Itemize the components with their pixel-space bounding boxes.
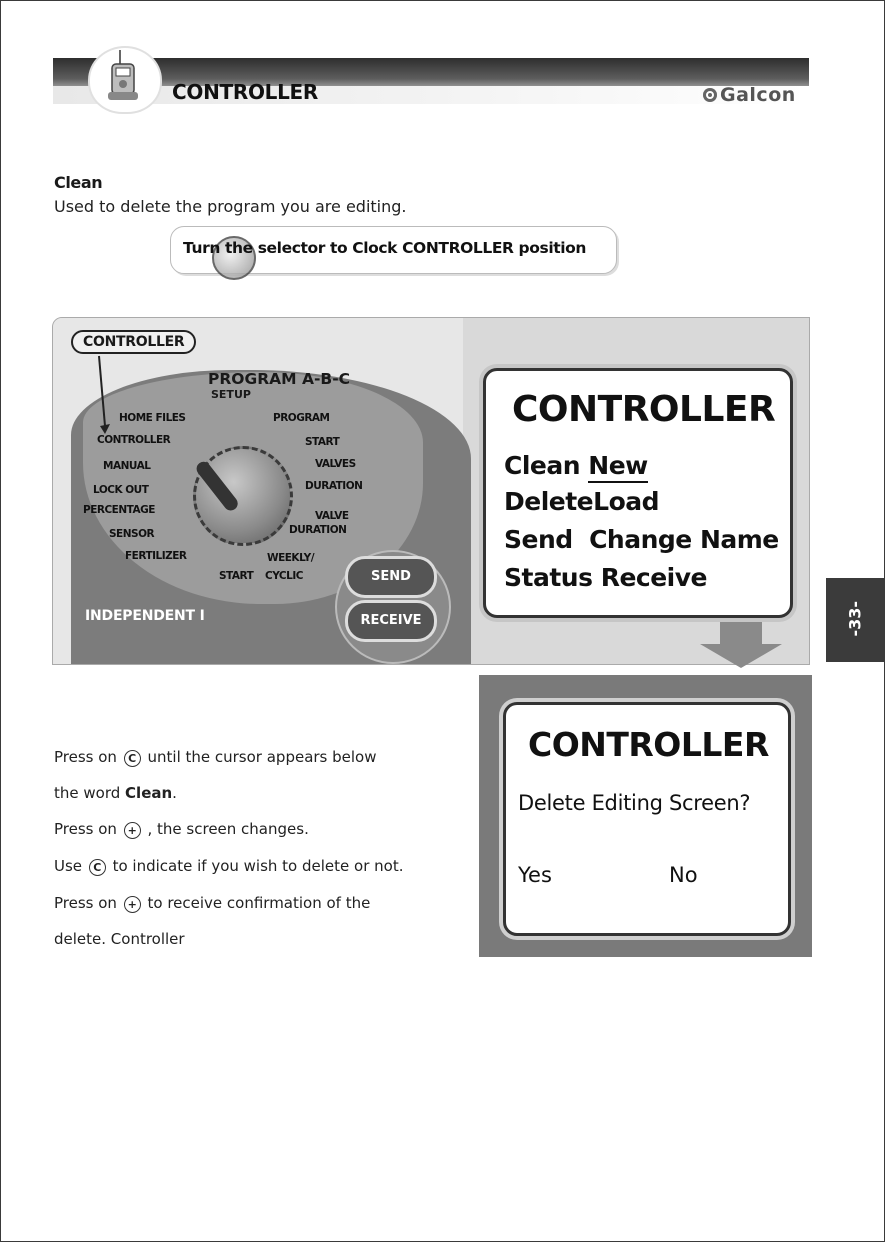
dial-label-valve: VALVE (315, 510, 349, 522)
dial-label-duration: DURATION (305, 480, 363, 492)
controller-device-icon (90, 48, 160, 112)
confirm-title: CONTROLLER (528, 725, 769, 764)
send-button[interactable]: SEND (345, 556, 437, 598)
cursor-key-icon: C (124, 750, 141, 767)
page-title: CONTROLLER (172, 80, 319, 104)
dial-label-start: START (305, 436, 340, 448)
receive-button[interactable]: RECEIVE (345, 600, 437, 642)
lcd-screen (483, 368, 793, 618)
program-selector-dial[interactable] (193, 446, 293, 546)
callout-arrow-icon (83, 354, 123, 434)
lcd-row-delete: DeleteLoad (504, 487, 660, 516)
controller-callout: CONTROLLER (71, 330, 196, 354)
confirm-yes: Yes (518, 863, 552, 887)
dial-label-valves: VALVES (315, 458, 356, 470)
page-number: -33- (845, 600, 865, 637)
step-line-2: the word Clean. (54, 784, 177, 802)
dial-label-sensor: SENSOR (109, 528, 155, 540)
down-arrow-head (700, 644, 782, 668)
dial-label-program: PROGRAM (273, 412, 330, 424)
dial-label-start-bottom: START (219, 570, 254, 582)
section-heading: Clean (54, 173, 103, 192)
lcd-row-clean: Clean New (504, 451, 648, 480)
instruction-text: Turn the selector to Clock CONTROLLER position (183, 239, 587, 257)
dial-label-percentage: PERCENTAGE (83, 504, 155, 516)
step-line-3: Press on + , the screen changes. (54, 820, 309, 838)
dial-label-fertilizer: FERTILIZER (125, 550, 187, 562)
section-description: Used to delete the program you are editing. (54, 197, 407, 216)
dial-label-weekly: WEEKLY/ (267, 552, 315, 564)
step-line-6: delete. Controller (54, 930, 185, 948)
setup-label: SETUP (211, 388, 251, 401)
dial-label-home-files: HOME FILES (119, 412, 186, 424)
step-line-5: Press on + to receive confirmation of the (54, 894, 371, 912)
step-line-4: Use C to indicate if you wish to delete or not. (54, 857, 404, 875)
mode-label: INDEPENDENT I (85, 608, 205, 624)
lcd-row-send: Send Change Name (504, 525, 779, 554)
plus-key-icon: + (124, 822, 141, 839)
program-label: PROGRAM A-B-C (208, 370, 350, 388)
dial-label-cyclic: CYCLIC (265, 570, 303, 582)
page-number-tab (826, 578, 885, 662)
plus-key-icon: + (124, 896, 141, 913)
step-line-1: Press on C until the cursor appears below (54, 748, 377, 766)
lcd-row-status: Status Receive (504, 563, 707, 592)
controller-panel (52, 317, 810, 665)
dial-label-manual: MANUAL (103, 460, 151, 472)
confirm-question: Delete Editing Screen? (518, 791, 751, 815)
confirm-screen (503, 702, 791, 936)
lcd-title: CONTROLLER (512, 389, 776, 430)
cursor-key-icon: C (89, 859, 106, 876)
confirm-no: No (669, 863, 698, 887)
header-band (53, 58, 809, 104)
galcon-logo: Galcon (703, 84, 796, 106)
dial-label-lock-out: LOCK OUT (93, 484, 149, 496)
dial-label-valve-duration: DURATION (289, 524, 347, 536)
dial-label-controller: CONTROLLER (97, 434, 171, 446)
down-arrow-icon (720, 622, 762, 644)
